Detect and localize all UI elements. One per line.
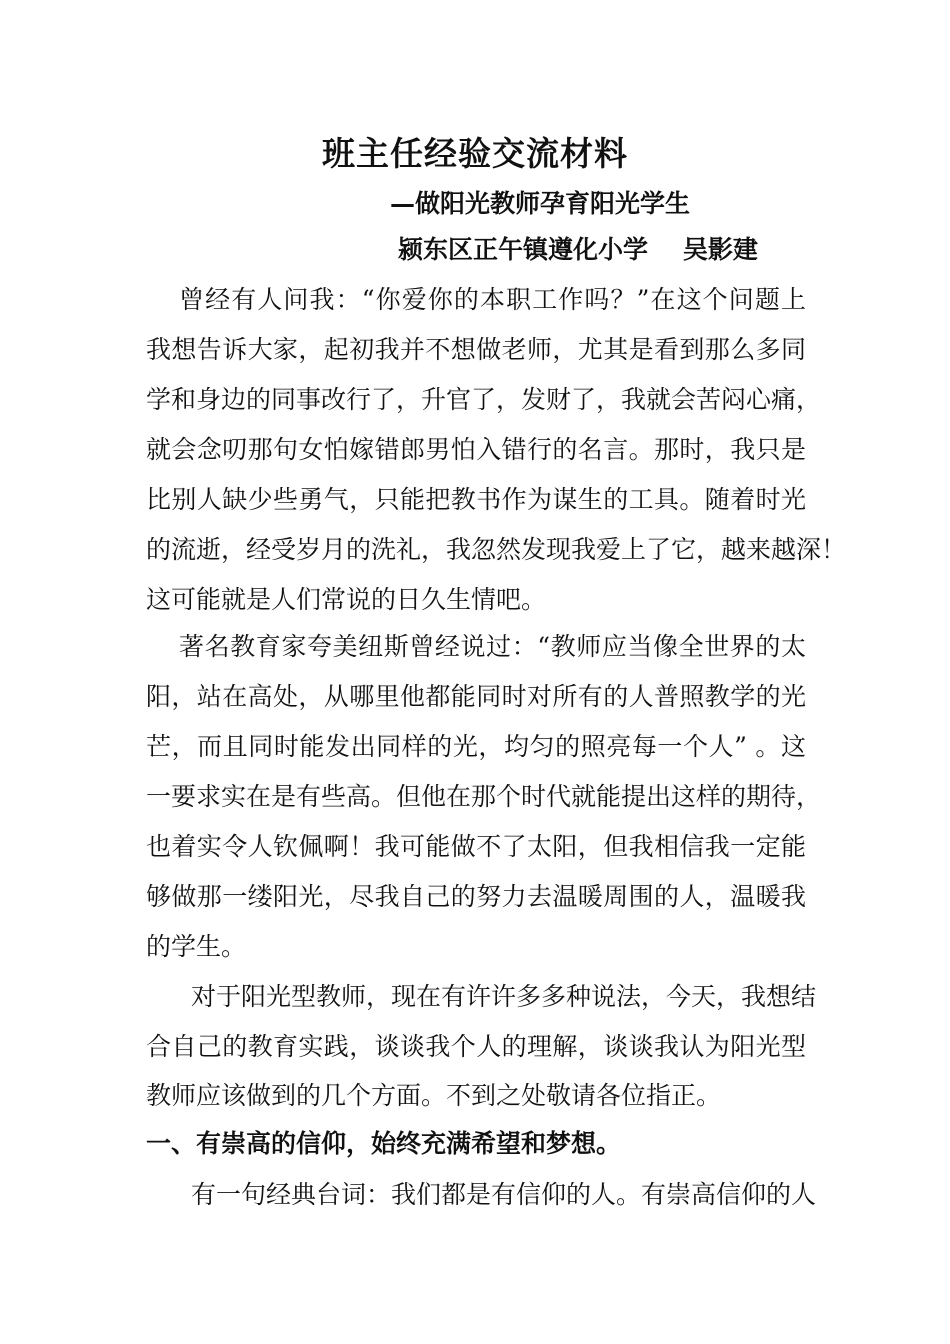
text-line: 比别人缺少些勇气，只能把教书作为谋生的工具。随着时光 [146,485,806,514]
document-subtitle: —做阳光教师孕育阳光学生 [390,189,691,218]
document-title: 班主任经验交流材料 [322,134,628,173]
text-line: 也着实令人钦佩啊！我可能做不了太阳，但我相信我一定能 [146,832,806,861]
text-line: 这可能就是人们常说的日久生情吧。 [146,585,547,614]
text-line: 曾经有人问我：“你爱你的本职工作吗？”在这个问题上 [179,285,806,314]
text-line: 够做那一缕阳光，尽我自己的努力去温暖周围的人，温暖我 [146,882,806,911]
text-line: 合自己的教育实践，谈谈我个人的理解，谈谈我认为阳光型 [146,1032,806,1061]
text-line: 对于阳光型教师，现在有许许多多种说法，今天，我想结 [191,982,817,1011]
section-heading-1: 一、有崇高的信仰，始终充满希望和梦想。 [146,1129,622,1158]
text-line: 一要求实在是有些高。但他在那个时代就能提出这样的期待， [146,782,822,811]
author-line: 颍东区正午镇遵化小学 吴影建 [398,235,758,264]
text-line: 我想告诉大家，起初我并不想做老师，尤其是看到那么多同 [146,335,806,364]
paragraph-4-line: 有一句经典台词：我们都是有信仰的人。有崇高信仰的人 [191,1180,817,1209]
text-line: 著名教育家夸美纽斯曾经说过：“教师应当像全世界的太 [179,632,806,661]
text-line: 阳，站在高处，从哪里他都能同时对所有的人普照教学的光 [146,682,806,711]
text-line: 就会念叨那句女怕嫁错郎男怕入错行的名言。那时，我只是 [146,435,806,464]
text-line: 的学生。 [146,932,247,961]
text-line: 芒，而且同时能发出同样的光，均匀的照亮每一个人” 。这 [146,732,806,761]
text-line: 学和身边的同事改行了，升官了，发财了，我就会苦闷心痛， [146,385,822,414]
text-line: 教师应该做到的几个方面。不到之处敬请各位指正。 [146,1081,722,1110]
text-line: 的流逝，经受岁月的洗礼，我忽然发现我爱上了它，越来越深！ [146,535,847,564]
